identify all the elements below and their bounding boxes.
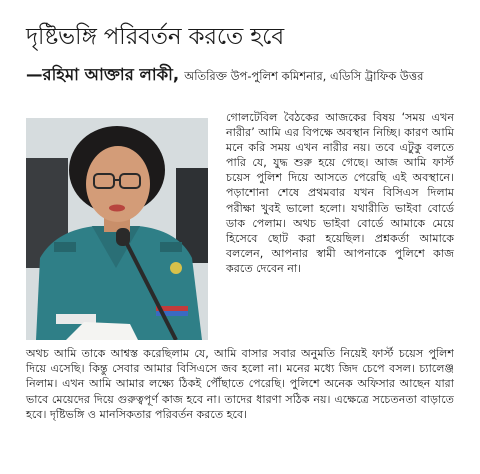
author-name: —রহিমা আক্তার লাকী, — [26, 65, 180, 84]
body-paragraph-full: অথচ আমি তাকে আশ্বস্ত করেছিলাম যে, আমি বাসার সবার অনুমতি নিয়েই ফার্স্ট চয়েস পুলিশ দিয়ে এসেছি। কিন্তু সেবার আমার বিসিএসে জব হলো না। মনের মধ্যে জিদ চেপে বসল। চ্যালেঞ্জ নিলাম। এখন আমি আমার লক্ষ্যে ঠিকই পৌঁছাতে পেরেছি। পুলিশে অনেক অফিসার আছেন যারা ভাবে মেয়েদের দিয়ে গুরুত্বপূর্ণ কাজ হবে না। তাদের ধারণা সঠিক নয়। এক্ষেত্রে সচেতনতা বাড়াতে হবে। দৃষ্টিভঙ্গি ও মানসিকতার পরিবর্তন করতে হবে। — [26, 347, 454, 421]
officer-portrait-illustration — [26, 118, 208, 340]
article-headline: দৃষ্টিভঙ্গি পরিবর্তন করতে হবে — [26, 24, 284, 50]
byline — [26, 62, 466, 89]
author-photo — [26, 118, 208, 340]
body-paragraph-column: গোলটেবিল বৈঠকের আজকের বিষয় ‘সময় এখন নারীর’ আমি এর বিপক্ষে অবস্থান নিচ্ছি। কারণ আমি মনে করি সময় এখন নারীর নয়। তবে এটুকু বলতে পারি যে, যুদ্ধ শুরু হয়ে গেছে। আজ আমি ফার্স্ট চয়েস পুলিশ দিয়ে আসতে পেরেছি এই অবস্থানে। পড়াশোনা শেষে প্রথমবার যখন বিসিএস দিলাম পরীক্ষা খুবই ভালো হলো। যথারীতি ভাইবা বোর্ডে ডাক পেলাম। অথচ ভাইবা বোর্ডে আমাকে মেয়ে হিসেবে ছোট করা হয়েছিল। প্রশ্নকর্তা আমাকে বললেন, আপনার স্বামী আপনাকে পুলিশে কাজ করতে দেবেন না। — [226, 111, 454, 275]
author-designation: অতিরিক্ত উপ-পুলিশ কমিশনার, এডিসি ট্রাফিক উত্তর — [184, 69, 424, 83]
